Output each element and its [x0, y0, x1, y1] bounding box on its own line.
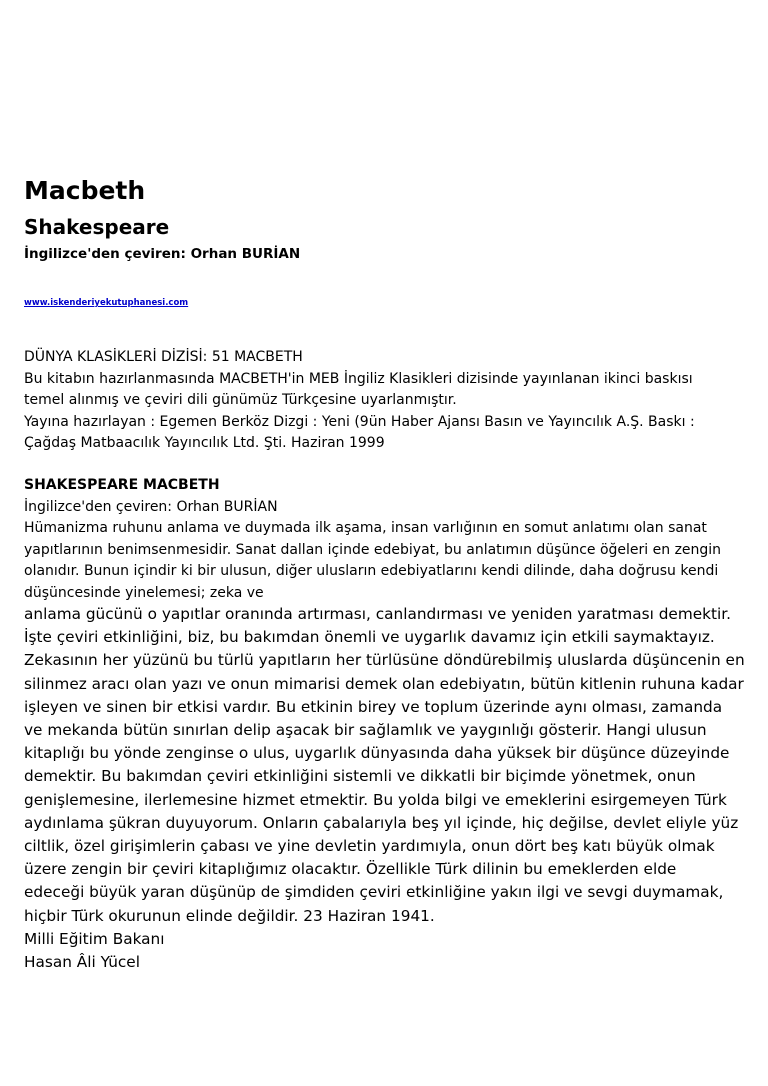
signature-title: Milli Eğitim Bakanı: [24, 929, 165, 948]
body-line: aydınlama şükran duyuyorum. Onların çabalarıyla beş yıl içinde, hiç değilse, devlet eliyle yüz: [24, 813, 739, 832]
colophon-line: temel alınmış ve çeviri dili günümüz Türkçesine uyarlanmıştır.: [24, 392, 457, 408]
preface-line: yapıtlarının benimsenmesidir. Sanat dallan içinde edebiyat, bu anlatımın düşünce öğeleri en zengin: [24, 541, 722, 558]
book-title: Macbeth: [24, 176, 146, 205]
body-text-block: [24, 603, 749, 974]
body-line: işleyen ve sinen bir etkisi vardır. Bu etkinin birey ve toplum üzerinde aynı olması, zamanda: [24, 697, 723, 716]
colophon-line: Çağdaş Matbaacılık Yayıncılık Ltd. Şti. Haziran 1999: [24, 435, 385, 451]
colophon-line: Bu kitabın hazırlanmasında MACBETH'in MEB İngiliz Klasikleri dizisinde yayınlanan ikinci baskısı: [24, 370, 693, 387]
translator-line: İngilizce'den çeviren: Orhan BURİAN: [24, 246, 301, 262]
website-link[interactable]: www.iskenderiyekutuphanesi.com: [24, 298, 189, 308]
book-author: Shakespeare: [24, 215, 170, 239]
colophon-line: Yayına hazırlayan : Egemen Berköz Dizgi : Yeni (9ün Haber Ajansı Basın ve Yayıncılık A.Ş. Baskı :: [24, 413, 695, 430]
body-line: anlama gücünü o yapıtlar oranında artırması, canlandırması ve yeniden yaratması demektir.: [24, 605, 732, 623]
body-line: üzere zengin bir çeviri kitaplığımız olacaktır. Özellikle Türk dilinin bu emeklerden elde: [24, 860, 677, 879]
colophon-line: DÜNYA KLASİKLERİ DİZİSİ: 51 MACBETH: [24, 349, 303, 365]
preface-block: [24, 475, 749, 604]
body-line: ve mekanda bütün sınırlan delip aşacak bir sağlamlık ve yaygınlığı gösterir. Hangi ulusun: [24, 721, 707, 740]
body-line: ciltlik, özel girişimlerin çabası ve yine devletin yardımıyla, onun dört beş katı büyük olmak: [24, 837, 715, 856]
signature-name: Hasan Âli Yücel: [24, 953, 140, 972]
body-line: demektir. Bu bakımdan çeviri etkinliğini sistemli ve dikkatli bir biçimde yönetmek, onun: [24, 767, 696, 786]
body-line: Zekasının her yüzünü bu türlü yapıtların her türlüsüne döndürebilmiş uluslarda düşüncenin en: [24, 651, 745, 670]
body-line: edeceği büyük yaran düşünüp de şimdiden çeviri etkinliğine yakın ilgi ve sevgi duymamak,: [24, 883, 724, 902]
preface-heading: SHAKESPEARE MACBETH: [24, 477, 220, 493]
preface-line: düşüncesinde yinelemesi; zeka ve: [24, 584, 264, 601]
preface-line: olanıdır. Bunun içindir ki bir ulusun, diğer ulusların edebiyatlarını kendi dilinde, daha doğrusu kendi: [24, 563, 719, 579]
preface-line: İngilizce'den çeviren: Orhan BURİAN: [24, 498, 278, 515]
body-line: silinmez aracı olan yazı ve onun mimarisi demek olan edebiyatın, bütün kitlenin ruhuna kadar: [24, 674, 744, 693]
preface-line: Hümanizma ruhunu anlama ve duymada ilk aşama, insan varlığının en somut anlatımı olan sanat: [24, 520, 707, 536]
body-line: hiçbir Türk okurunun elinde değildir. 23 Haziran 1941.: [24, 906, 435, 925]
colophon-block: [24, 347, 749, 455]
body-line: kitaplığı bu yönde zenginse o ulus, uygarlık dünyasında daha yüksek bir düşünce düzeyinde: [24, 744, 730, 763]
body-line: İşte çeviri etkinliğini, biz, bu bakımdan önemli ve uygarlık davamız için etkili saymaktayız.: [24, 628, 715, 647]
body-line: genişlemesine, ilerlemesine hizmet etmektir. Bu yolda bilgi ve emeklerini esirgemeyen Türk: [24, 790, 727, 809]
